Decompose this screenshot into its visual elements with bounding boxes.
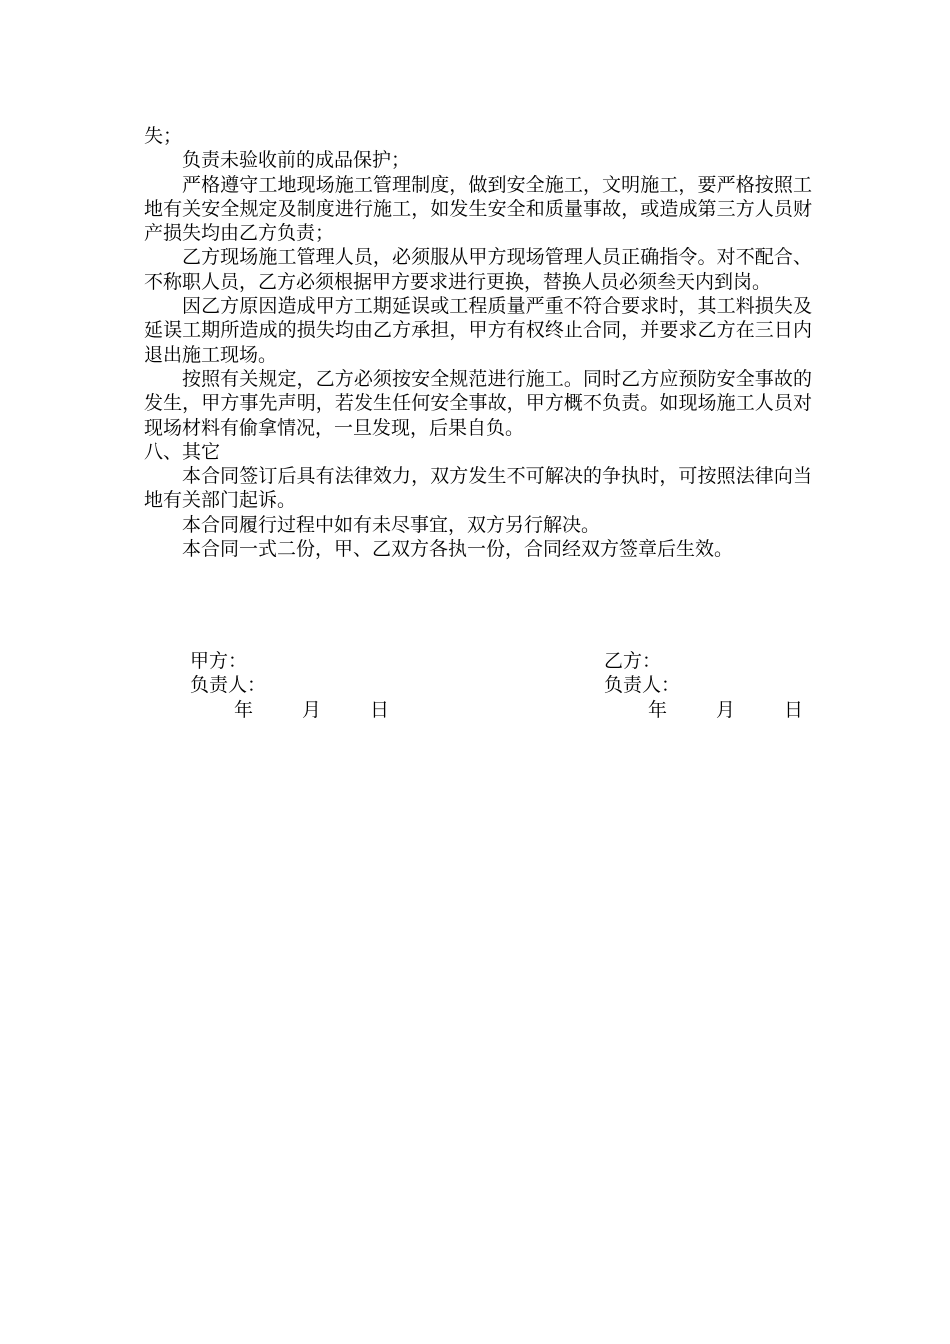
paragraph-delay-liability: 因乙方原因造成甲方工期延误或工程质量严重不符合要求时，其工料损失及延误工期所造成的损失均由乙方承担，甲方有权终止合同，并要求乙方在三日内退出施工现场。 (144, 295, 812, 366)
party-b-label: 乙方： (604, 650, 662, 672)
contract-body (144, 124, 812, 561)
party-a-day: 日 (370, 698, 390, 721)
signature-block-party-a (190, 649, 438, 722)
party-a-date-line (190, 698, 438, 722)
party-b-year: 年 (648, 698, 668, 721)
paragraph-safety: 按照有关规定，乙方必须按安全规范进行施工。同时乙方应预防安全事故的发生，甲方事先声明，若发生任何安全事故，甲方概不负责。如现场施工人员对现场材料有偷拿情况，一旦发现，后果自负。 (144, 367, 812, 439)
paragraph-product-protection: 负责未验收前的成品保护； (182, 149, 411, 172)
party-b-month: 月 (716, 698, 736, 721)
paragraph-copies: 本合同一式二份，甲、乙双方各执一份，合同经双方签章后生效。 (182, 538, 734, 561)
party-a-person-label: 负责人： (190, 674, 267, 697)
party-a-month: 月 (302, 698, 322, 721)
section-heading-other: 八、其它 (144, 440, 221, 463)
paragraph-unresolved-matters: 本合同履行过程中如有未尽事宜，双方另行解决。 (182, 513, 601, 536)
signature-block-party-b (604, 649, 852, 722)
party-a-year: 年 (234, 698, 254, 721)
party-b-person-label: 负责人： (604, 674, 681, 697)
party-b-date-line (604, 698, 852, 722)
party-b-day: 日 (784, 698, 804, 721)
paragraph-site-rules: 严格遵守工地现场施工管理制度，做到安全施工，文明施工，要严格按照工地有关安全规定及制度进行施工，如发生安全和质量事故，或造成第三方人员财产损失均由乙方负责； (144, 173, 812, 245)
party-a-label: 甲方： (190, 650, 248, 672)
paragraph-legal-effect: 本合同签订后具有法律效力，双方发生不可解决的争执时，可按照法律向当地有关部门起诉。 (144, 465, 812, 512)
paragraph-site-managers: 乙方现场施工管理人员，必须服从甲方现场管理人员正确指令。对不配合、不称职人员，乙方必须根据甲方要求进行更换，替换人员必须叁天内到岗。 (144, 246, 812, 293)
paragraph-loss-continuation: 失； (144, 125, 183, 147)
